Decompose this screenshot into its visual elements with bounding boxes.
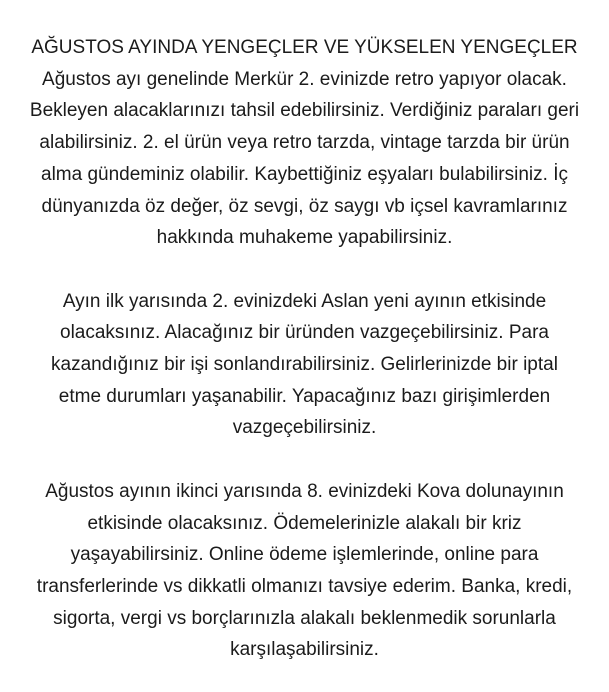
paragraph-line: karşılaşabilirsiniz. (230, 639, 379, 661)
paragraph-line: Ağustos ayı genelinde Merkür 2. evinizde retro yapıyor olacak. (42, 68, 567, 90)
paragraph-line: kazandığınız bir işi sonlandırabilirsiniz. Gelirlerinizde bir iptal (51, 354, 558, 376)
paragraph-line: sigorta, vergi vs borçlarınızla alakalı beklenmedik sorunlarla (53, 607, 556, 629)
paragraph-line: etkisinde olacaksınız. Ödemelerinizle alakalı bir kriz (87, 512, 522, 534)
paragraph-line: alabilirsiniz. 2. el ürün veya retro tarzda, vintage tarzda bir ürün (39, 132, 570, 154)
paragraph-line: yaşayabilirsiniz. Online ödeme işlemlerinde, online para (70, 544, 539, 566)
paragraph-leo-new-moon (0, 286, 609, 445)
paragraph-line: transferlerinde vs dikkatli olmanızı tavsiye ederim. Banka, kredi, (36, 575, 573, 597)
paragraph-spacer (0, 254, 609, 286)
paragraph-line: etme durumları yaşanabilir. Yapacağınız bazı girişimlerden (58, 385, 551, 407)
paragraph-line: dünyanızda öz değer, öz sevgi, öz saygı vb içsel kavramlarınız (41, 195, 568, 217)
paragraph-line: alma gündeminiz olabilir. Kaybettiğiniz eşyaları bulabilirsiniz. İç (41, 163, 568, 185)
paragraph-line: hakkında muhakeme yapabilirsiniz. (156, 227, 453, 249)
paragraph-spacer (0, 444, 609, 476)
paragraph-line: Ağustos ayının ikinci yarısında 8. evinizdeki Kova dolunayının (45, 480, 564, 502)
article-title: AĞUSTOS AYINDA YENGEÇLER VE YÜKSELEN YENGEÇLER (31, 37, 578, 58)
paragraph-mercury-retrograde (0, 64, 609, 254)
paragraph-aquarius-full-moon (0, 476, 609, 666)
paragraph-line: olacaksınız. Alacağınız bir üründen vazgeçebilirsiniz. Para (60, 322, 549, 344)
paragraph-line: vazgeçebilirsiniz. (232, 417, 377, 439)
paragraph-line: Ayın ilk yarısında 2. evinizdeki Aslan yeni ayının etkisinde (62, 290, 547, 312)
paragraph-line: Bekleyen alacaklarınızı tahsil edebilirsiniz. Verdiğiniz paraları geri (29, 100, 580, 122)
